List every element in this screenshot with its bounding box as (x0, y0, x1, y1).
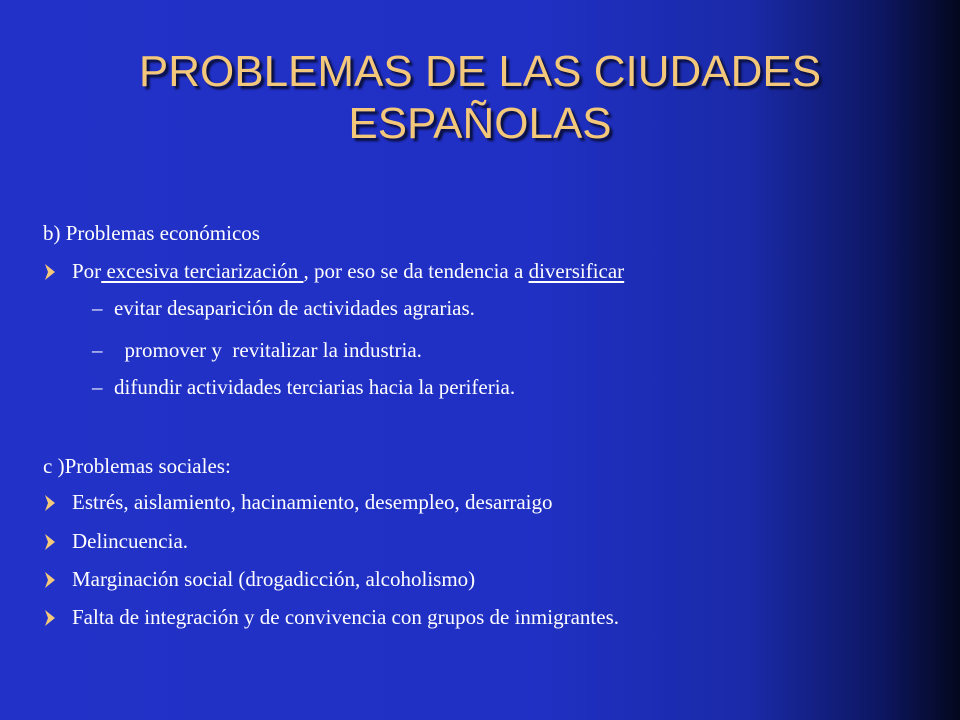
arrowhead-bullet-icon (45, 606, 55, 622)
social-bullet-text: Delincuencia. (72, 529, 189, 553)
economic-bullet (45, 258, 624, 284)
social-bullet (45, 604, 619, 630)
social-bullet (45, 528, 188, 554)
social-bullet (45, 489, 553, 515)
slide-title (40, 46, 920, 150)
economic-subitem (92, 337, 422, 363)
arrowhead-bullet-icon (45, 568, 55, 584)
social-heading: c )Problemas sociales: (43, 454, 231, 478)
economic-subitem-text: difundir actividades terciarias hacia la periferia. (114, 375, 516, 399)
economic-bullet-text-1: Por (72, 259, 102, 283)
economic-subitem-text: evitar desaparición de actividades agrarias. (114, 296, 475, 320)
slide-title-line-2: ESPAÑOLAS (348, 99, 612, 148)
economic-bullet-text-2: excesiva terciarización (101, 259, 304, 283)
dash-marker: – (92, 296, 103, 320)
economic-bullet-text-3: , por eso se da tendencia a (303, 259, 529, 283)
economic-subitem (92, 374, 515, 400)
social-bullet-text: Estrés, aislamiento, hacinamiento, desempleo, desarraigo (72, 490, 553, 514)
arrowhead-bullet-icon (45, 260, 55, 276)
economic-bullet-text-4: diversificar (528, 259, 625, 283)
dash-marker: – (92, 375, 103, 399)
economic-heading: b) Problemas económicos (43, 221, 260, 245)
social-bullet-text: Marginación social (drogadicción, alcoholismo) (72, 567, 476, 591)
arrowhead-bullet-icon (45, 530, 55, 546)
economic-subitem (92, 295, 475, 321)
social-bullet-text: Falta de integración y de convivencia con grupos de inmigrantes. (72, 605, 619, 629)
slide-title-line-1: PROBLEMAS DE LAS CIUDADES (138, 47, 822, 96)
dash-marker: – (92, 338, 103, 362)
economic-subitem-text: promover y revitalizar la industria. (114, 338, 422, 362)
social-bullet (45, 566, 475, 592)
arrowhead-bullet-icon (45, 491, 55, 507)
